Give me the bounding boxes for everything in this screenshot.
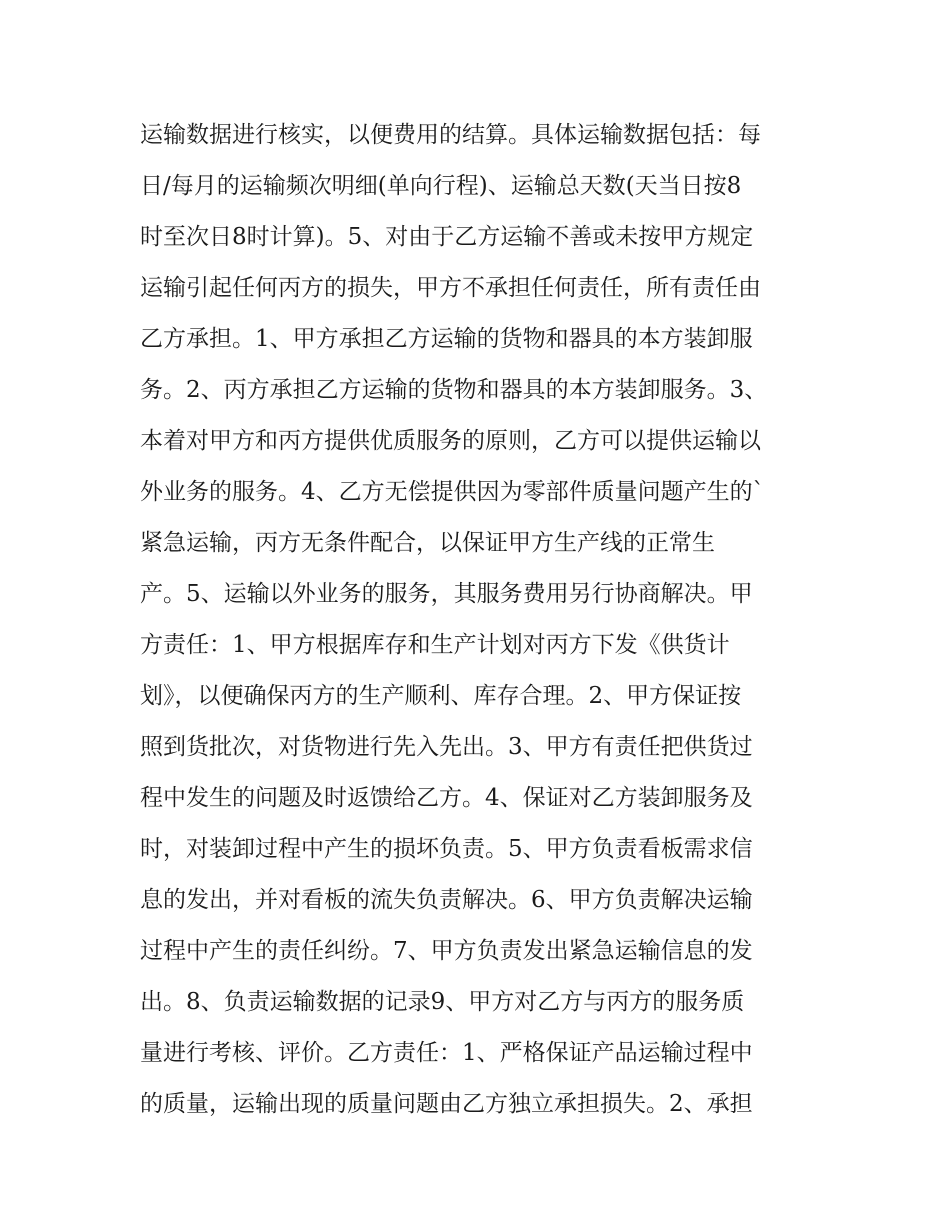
text-line: 息的发出，并对看板的流失负责解决。6、甲方负责解决运输 <box>140 887 753 913</box>
text-line: 日/每月的运输频次明细(单向行程)、运输总天数(天当日按8 <box>140 173 742 199</box>
text-line: 的质量，运输出现的质量问题由乙方独立承担损失。2、承担 <box>140 1091 753 1117</box>
text-line: 时至次日8时计算)。5、对由于乙方运输不善或未按甲方规定 <box>140 224 754 250</box>
text-line: 过程中产生的责任纠纷。7、甲方负责发出紧急运输信息的发 <box>140 938 753 964</box>
text-line: 出。8、负责运输数据的记录9、甲方对乙方与丙方的服务质 <box>140 989 745 1015</box>
text-line: 运输引起任何丙方的损失，甲方不承担任何责任，所有责任由 <box>140 275 761 301</box>
text-line: 乙方承担。1、甲方承担乙方运输的货物和器具的本方装卸服 <box>140 326 753 352</box>
text-line: 务。2、丙方承担乙方运输的货物和器具的本方装卸服务。3、 <box>140 377 768 403</box>
text-line: 运输数据进行核实，以便费用的结算。具体运输数据包括：每 <box>140 122 761 148</box>
text-line: 时，对装卸过程中产生的损坏负责。5、甲方负责看板需求信 <box>140 836 753 862</box>
text-line: 外业务的服务。4、乙方无偿提供因为零部件质量问题产生的` <box>140 479 765 505</box>
text-line: 程中发生的问题及时返馈给乙方。4、保证对乙方装卸服务及 <box>140 785 753 811</box>
text-line: 产。5、运输以外业务的服务，其服务费用另行协商解决。甲 <box>140 581 753 607</box>
text-line: 量进行考核、评价。乙方责任：1、严格保证产品运输过程中 <box>140 1040 753 1066</box>
text-line: 划》，以便确保丙方的生产顺利、库存合理。2、甲方保证按 <box>140 683 742 709</box>
body-text <box>140 110 820 1130</box>
text-line: 方责任：1、甲方根据库存和生产计划对丙方下发《供货计 <box>140 632 730 658</box>
text-line: 照到货批次，对货物进行先入先出。3、甲方有责任把供货过 <box>140 734 753 760</box>
text-line: 紧急运输，丙方无条件配合，以保证甲方生产线的正常生 <box>140 530 715 556</box>
text-line: 本着对甲方和丙方提供优质服务的原则，乙方可以提供运输以 <box>140 428 761 454</box>
